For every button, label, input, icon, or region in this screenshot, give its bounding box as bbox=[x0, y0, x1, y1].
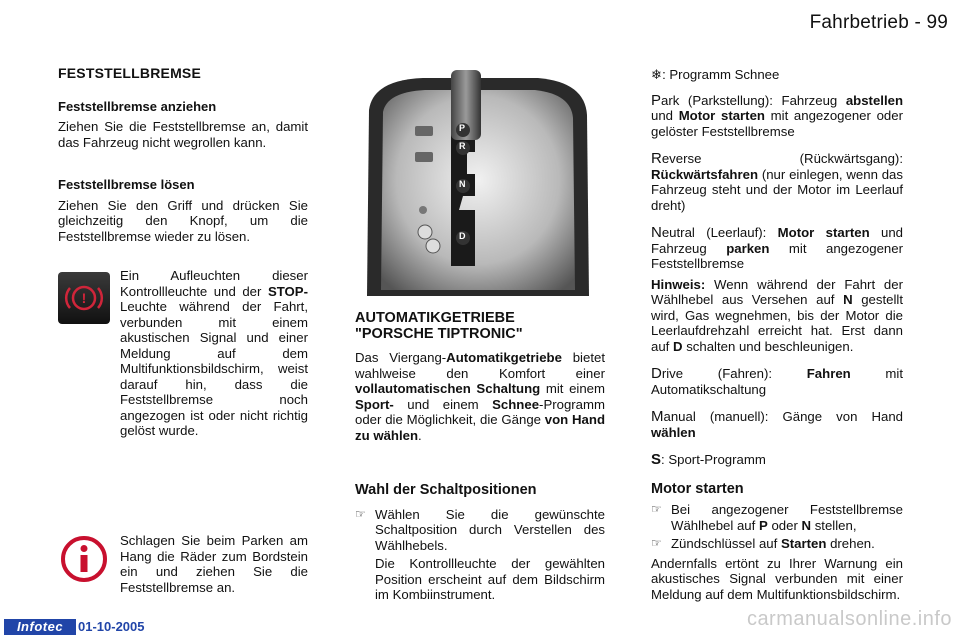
snow-line: ❄: Programm Schnee bbox=[651, 67, 780, 82]
bullet-wahl-text: Wählen Sie die gewünschte Schaltposition durch Verstellen des Wählhebels. bbox=[375, 506, 605, 553]
left-column bbox=[58, 66, 308, 244]
bullet-wahl bbox=[355, 507, 605, 603]
section-title-feststellbremse: FESTSTELLBREMSE bbox=[58, 65, 202, 81]
info-icon bbox=[60, 535, 108, 583]
warning-text-2: Leuchte während der Fahrt, verbunden mit einem akustischen Signal und einer Meldung auf dem Multifunktionsbildschirm, weist darauf hin, dass die Feststellbremse noch angezogen ist oder nicht richtig gelöst wurde. bbox=[120, 299, 308, 438]
neutral-desc: Neutral (Leerlauf): Motor starten und Fahrzeug parken mit angezogener Feststellbremse bbox=[651, 224, 904, 271]
tiptronic-title-2: "PORSCHE TIPTRONIC" bbox=[355, 325, 523, 342]
gear-label-r: R bbox=[459, 141, 466, 151]
tiptronic-intro: Das Viergang-Automatikgetriebe bietet wahlweise den Komfort einer vollautomatischen Schaltung mit einem Sport- und einem Schnee-Programm oder die Möglichkeit, die Gänge von Hand zu wählen. bbox=[355, 350, 606, 443]
svg-text:!: ! bbox=[81, 290, 87, 306]
motor-text: Andernfalls ertönt zu Ihrer Warnung ein akustisches Signal verbunden mit einer Meldung auf dem Multifunktionsbildschirm. bbox=[651, 555, 903, 602]
warning-text-1: Ein Aufleuchten dieser Kontrollleuchte und der bbox=[120, 268, 308, 299]
pointing-hand-icon: ☞ bbox=[651, 502, 662, 516]
tiptronic-title-1: AUTOMATIKGETRIEBE bbox=[355, 310, 515, 326]
snowflake-icon: ❄ bbox=[651, 67, 663, 82]
motor-bullet-1: ☞ Bei angezogener Feststellbremse Wählhebel auf P oder N stellen, bbox=[651, 502, 903, 533]
footer-date: 01-10-2005 bbox=[78, 619, 145, 634]
infotec-logo: Infotec bbox=[4, 619, 76, 635]
apply-title: Feststellbremse anziehen bbox=[58, 98, 217, 114]
brake-warning-icon bbox=[58, 272, 110, 324]
pointing-hand-icon: ☞ bbox=[355, 506, 366, 521]
right-column bbox=[651, 67, 903, 602]
release-title: Feststellbremse lösen bbox=[58, 177, 195, 192]
manual-desc: Manual (manuell): Gänge von Hand wählen bbox=[651, 408, 903, 440]
drive-desc: Drive (Fahren): Fahren mit Automatikschaltung bbox=[651, 365, 904, 397]
warning-stop: STOP- bbox=[267, 283, 308, 299]
gear-label-p: P bbox=[459, 123, 466, 133]
apply-text: Ziehen Sie die Feststellbremse an, damit das Fahrzeug nicht wegrollen kann. bbox=[58, 119, 308, 150]
reverse-desc: Reverse (Rückwärtsgang): Rückwärtsfahren (nur einlegen, wenn das Fahrzeug steht und der Motor im Leerlauf dreht) bbox=[651, 150, 903, 213]
bullet-wahl-text-2: Die Kontrollleuchte der gewählten Position erscheint auf dem Bildschirm im Kombiinstrument. bbox=[375, 556, 605, 602]
release-text: Ziehen Sie den Griff und drücken Sie gleichzeitig den Knopf, um die Feststellbremse wieder zu lösen. bbox=[58, 197, 308, 244]
sport-desc: S: Sport-Programm bbox=[651, 451, 766, 468]
wahl-title: Wahl der Schaltpositionen bbox=[355, 482, 537, 498]
pointing-hand-icon: ☞ bbox=[651, 536, 662, 550]
middle-column bbox=[355, 311, 605, 603]
motor-bullet-2: ☞ Zündschlüssel auf Starten drehen. bbox=[651, 536, 875, 551]
gear-label-d: D bbox=[459, 231, 466, 241]
gear-label-n: N bbox=[459, 179, 466, 189]
motor-title: Motor starten bbox=[651, 480, 744, 497]
page-header: Fahrbetrieb - 99 bbox=[809, 12, 948, 33]
warning-paragraph bbox=[120, 268, 308, 439]
gear-selector-photo bbox=[363, 70, 593, 298]
info-text: Schlagen Sie beim Parken am Hang die Räder zum Bordstein ein und ziehen Sie die Feststellbremse an. bbox=[120, 533, 308, 595]
watermark: carmanualsonline.info bbox=[746, 608, 952, 630]
park-desc: Park (Parkstellung): Fahrzeug abstellen und Motor starten mit angezogener oder gelöster Feststellbremse bbox=[651, 91, 903, 139]
hinweis-paragraph: Hinweis: Wenn während der Fahrt der Wählhebel aus Versehen auf N gestellt wird, Gas wegnehmen, bis der Motor die Leerlaufdrehzahl erreicht hat. Erst dann auf D schalten und beschleunigen. bbox=[651, 276, 903, 354]
